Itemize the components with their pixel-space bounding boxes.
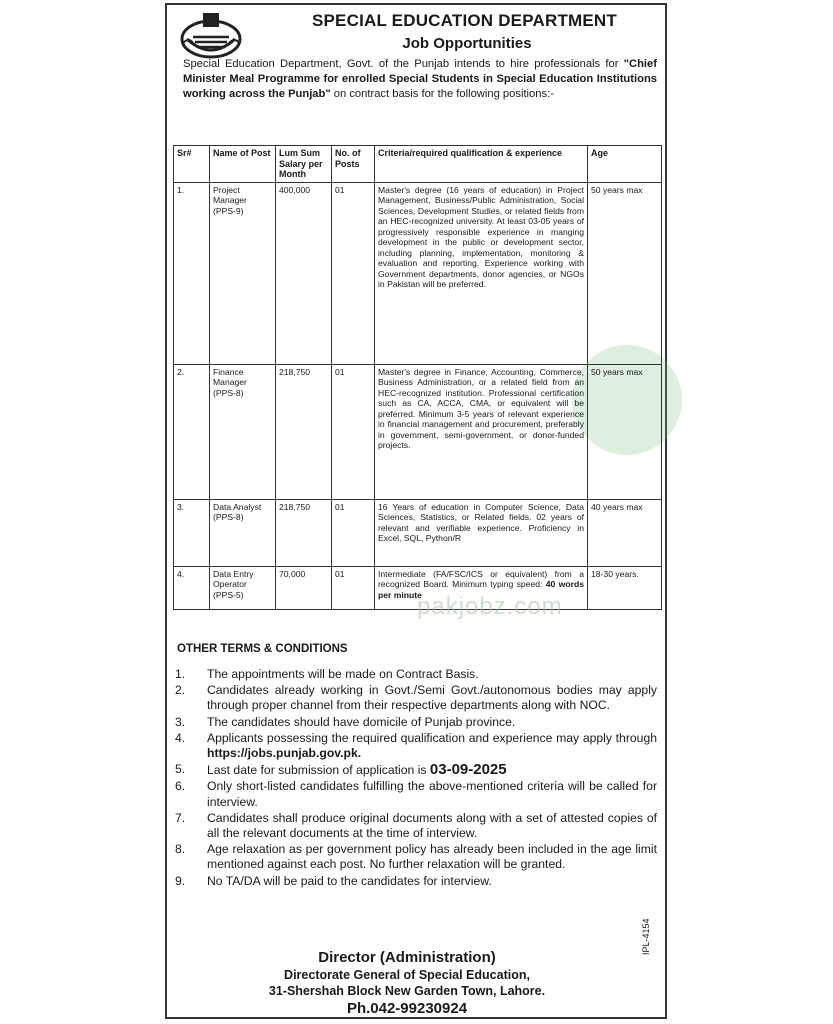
- list-item: [175, 874, 657, 889]
- cell-post: Data Analyst (PPS-8): [210, 499, 276, 566]
- table-row: [174, 364, 662, 499]
- table-row: [174, 499, 662, 566]
- cell-salary: 70,000: [276, 566, 332, 609]
- cell-age: 40 years max: [588, 499, 662, 566]
- cell-posts: 01: [332, 182, 375, 364]
- item-number: 3.: [175, 714, 186, 729]
- footer-phone: Ph.042-99230924: [346, 1000, 468, 1017]
- header-sr: Sr#: [174, 146, 210, 183]
- item-number: 5.: [175, 762, 186, 777]
- item-text: The appointments will be made on Contract Basis.: [207, 667, 479, 681]
- cell-criteria: 16 Years of education in Computer Science, Data Sciences, Statistics, or Related fields. 02 years of relevant and verifiable experience. Proficiency in Excel, SQL, Python/R: [375, 499, 588, 566]
- job-positions-table: [173, 145, 662, 610]
- item-number: 1.: [175, 667, 186, 681]
- item-text: Age relaxation as per government policy has already been included in the age limit mentioned against each post. No further relaxation will be granted.: [207, 842, 657, 872]
- item-text: Candidates already working in Govt./Semi Govt./autonomous bodies may apply through proper channel from their respective departments along with NOC.: [207, 683, 657, 713]
- header-age: Age: [588, 146, 662, 183]
- intro-text-2: on contract basis for the following positions:-: [330, 88, 554, 100]
- punjab-government-emblem-icon: [179, 9, 243, 61]
- item-number: 4.: [175, 730, 186, 745]
- cell-salary: 400,000: [276, 182, 332, 364]
- criteria-text: Intermediate (FA/FSC/ICS or equivalent) from a recognized Board. Minimum typing speed:: [378, 568, 584, 589]
- last-date: 03-09-2025: [429, 761, 507, 779]
- header-post: Name of Post: [210, 146, 276, 183]
- cell-salary: 218,750: [276, 499, 332, 566]
- footer-designation: Director (Administration): [318, 949, 496, 966]
- item-text: The candidates should have domicile of Punjab province.: [207, 714, 516, 729]
- list-item: [175, 715, 657, 730]
- intro-programme-name: "Chief Minister Meal Programme for enrolled Special Students in Special Education Institutions working across the Punjab": [183, 58, 657, 100]
- header-posts: No. of Posts: [332, 146, 375, 183]
- footer-address: 31-Shershah Block New Garden Town, Lahore.: [268, 984, 546, 998]
- item-number: 7.: [175, 810, 186, 825]
- list-item: [175, 842, 657, 872]
- page-title: SPECIAL EDUCATION DEPARTMENT: [311, 11, 617, 30]
- item-text: Last date for submission of application is: [207, 763, 430, 778]
- item-number: 8.: [175, 842, 186, 857]
- cell-sr: 3.: [174, 499, 210, 566]
- cell-posts: 01: [332, 566, 375, 609]
- header-criteria: Criteria/required qualification & experience: [375, 146, 588, 183]
- intro-paragraph: [183, 57, 657, 102]
- cell-sr: 2.: [174, 364, 210, 499]
- application-link[interactable]: https://jobs.punjab.gov.pk.: [207, 746, 362, 761]
- page-subtitle: Job Opportunities: [402, 35, 532, 52]
- item-number: 9.: [175, 873, 186, 888]
- list-item: [175, 667, 657, 682]
- terms-heading: OTHER TERMS & CONDITIONS: [177, 643, 348, 655]
- advertisement-frame: [165, 3, 667, 1019]
- cell-sr: 4.: [174, 566, 210, 609]
- cell-post: Finance Manager (PPS-8): [210, 364, 276, 499]
- list-item: [175, 683, 657, 713]
- footer-office: Directorate General of Special Education,: [284, 968, 530, 982]
- list-item: [175, 811, 657, 841]
- item-number: 6.: [175, 779, 186, 794]
- watermark-text: pakjobz.com: [417, 593, 563, 620]
- cell-posts: 01: [332, 364, 375, 499]
- table-header-row: [174, 146, 662, 183]
- cell-criteria: Master's degree (16 years of education) in Project Management, Business/Public Administration, Social Sciences, Development Studies, or related fields from an HEC-recognized university. At least 03-05 years of progressively responsible experience in manging development in the public or development sector, including planning, implementation, monitoring & evaluation and reporting. Experience working with Government departments, donor agencies, or NGOs in Pakistan will be preferred.: [375, 182, 588, 364]
- cell-age: 18-30 years.: [588, 566, 662, 609]
- item-text: Only short-listed candidates fulfilling the above-mentioned criteria will be called for interview.: [207, 779, 657, 809]
- table-row: [174, 182, 662, 364]
- cell-salary: 218,750: [276, 364, 332, 499]
- cell-posts: 01: [332, 499, 375, 566]
- cell-age: 50 years max: [588, 364, 662, 499]
- list-item: [175, 762, 657, 778]
- header-salary: Lum Sum Salary per Month: [276, 146, 332, 183]
- cell-post: Project Manager (PPS-9): [210, 182, 276, 364]
- cell-criteria: Master's degree in Finance, Accounting, Commerce, Business Administration, or a related field from an HEC-recognized institution. Professional certification such as CA, ACCA, CMA, or equivalent will be preferred. Minimum 3-5 years of relevant experience in financial management and procurement, preferably in government, semi-government, or donor-funded projects.: [375, 364, 588, 499]
- intro-text-1: Special Education Department, Govt. of the Punjab intends to hire professionals for: [183, 58, 624, 70]
- item-number: 2.: [175, 683, 186, 698]
- item-text: No TA/DA will be paid to the candidates for interview.: [207, 873, 492, 888]
- cell-age: 50 years max: [588, 182, 662, 364]
- item-text: Applicants possessing the required qualification and experience may apply through: [207, 730, 657, 745]
- list-item: [175, 731, 657, 761]
- item-text: Candidates shall produce original documents along with a set of attested copies of all the relevant documents at the time of interview.: [207, 810, 657, 841]
- criteria-typing-speed: 40 words per minute: [378, 579, 584, 600]
- cell-sr: 1.: [174, 182, 210, 364]
- terms-list: [175, 667, 657, 890]
- ipl-reference: IPL-4154: [641, 918, 651, 955]
- cell-post: Data Entry Operator (PPS-5): [210, 566, 276, 609]
- list-item: [175, 779, 657, 809]
